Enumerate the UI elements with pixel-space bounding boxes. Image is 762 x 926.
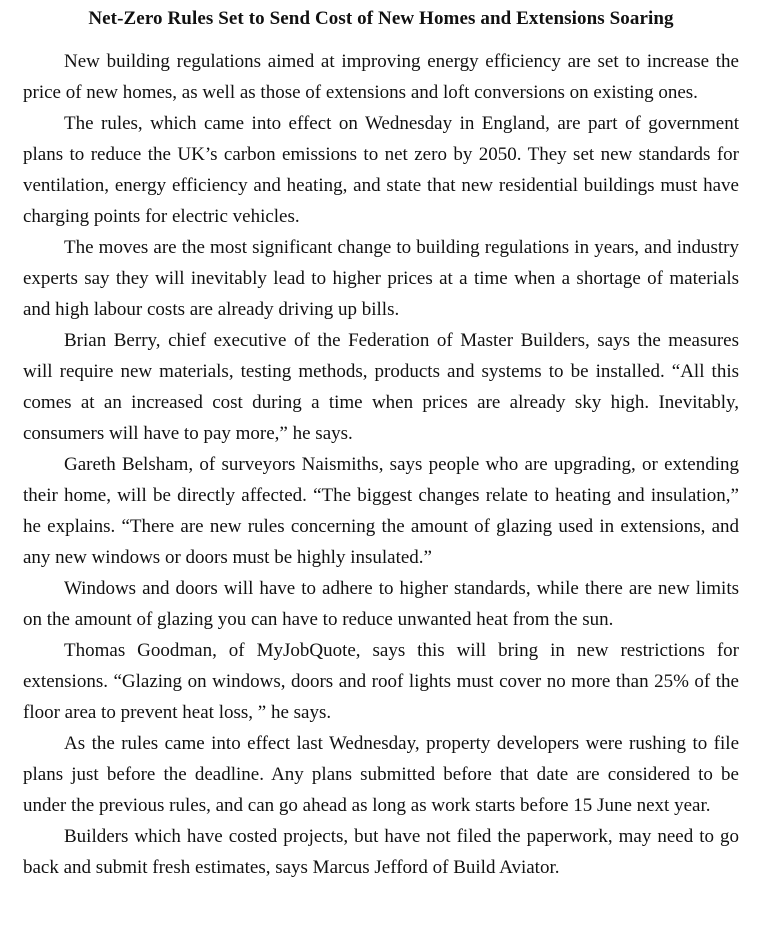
article-paragraph: The rules, which came into effect on Wednesday in England, are part of government plans to reduce the UK’s carbon emissions to net zero by 2050. They set new standards for ventilation, energy efficiency and heating, and state that new residential buildings must have charging points for electric vehicles. bbox=[23, 113, 739, 227]
article-paragraph: Gareth Belsham, of surveyors Naismiths, says people who are upgrading, or extending their home, will be directly affected. “The biggest changes relate to heating and insulation,” he explains. “There are new rules concerning the amount of glazing used in extensions, and any new windows or doors must be highly insulated.” bbox=[23, 454, 739, 568]
article-paragraph: Brian Berry, chief executive of the Federation of Master Builders, says the measures will require new materials, testing methods, products and systems to be installed. “All this comes at an increased cost during a time when prices are already sky high. Inevitably, consumers will have to pay more,” he says. bbox=[23, 330, 739, 444]
article-paragraph: Windows and doors will have to adhere to higher standards, while there are new limits on the amount of glazing you can have to reduce unwanted heat from the sun. bbox=[23, 578, 739, 630]
article-title: Net-Zero Rules Set to Send Cost of New Homes and Extensions Soaring bbox=[88, 8, 674, 29]
article bbox=[23, 6, 739, 883]
article-paragraph: Thomas Goodman, of MyJobQuote, says this will bring in new restrictions for extensions. “Glazing on windows, doors and roof lights must cover no more than 25% of the floor area to prevent heat loss, ” he says. bbox=[23, 640, 739, 723]
article-paragraph: New building regulations aimed at improving energy efficiency are set to increase the price of new homes, as well as those of extensions and loft conversions on existing ones. bbox=[23, 51, 739, 103]
article-paragraph: As the rules came into effect last Wednesday, property developers were rushing to file plans just before the deadline. Any plans submitted before that date are considered to be under the previous rules, and can go ahead as long as work starts before 15 June next year. bbox=[23, 733, 739, 816]
article-paragraph: Builders which have costed projects, but have not filed the paperwork, may need to go back and submit fresh estimates, says Marcus Jefford of Build Aviator. bbox=[23, 826, 739, 878]
article-paragraph: The moves are the most significant change to building regulations in years, and industry experts say they will inevitably lead to higher prices at a time when a shortage of materials and high labour costs are already driving up bills. bbox=[23, 237, 739, 320]
